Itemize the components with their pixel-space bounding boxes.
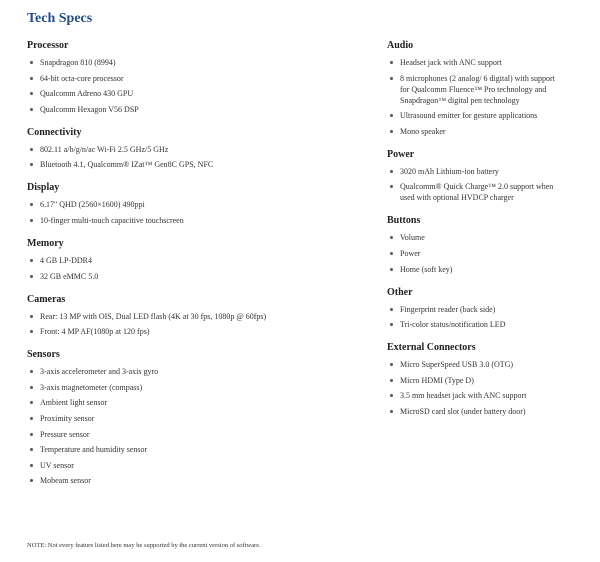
section-audio: [387, 40, 577, 137]
spec-item: Mono speaker: [387, 126, 560, 137]
spec-item: Qualcomm Hexagon V56 DSP: [27, 104, 300, 115]
spec-item: Micro SuperSpeed USB 3.0 (OTG): [387, 359, 560, 370]
spec-item: 32 GB eMMC 5.0: [27, 271, 300, 282]
spec-list: [27, 199, 357, 226]
spec-item: Power: [387, 248, 560, 259]
section-heading: External Connectors: [387, 342, 476, 354]
spec-item: 64-bit octa-core processor: [27, 73, 300, 84]
spec-item: Home (soft key): [387, 264, 560, 275]
section-buttons: [387, 215, 577, 274]
spec-item: Mobeam sensor: [27, 475, 300, 486]
spec-item: 10-finger multi-touch capacitive touchscreen: [27, 215, 300, 226]
spec-item: 4 GB LP-DDR4: [27, 255, 300, 266]
section-other: [387, 287, 577, 331]
section-sensors: [27, 349, 357, 486]
spec-item: Rear: 13 MP with OIS, Dual LED flash (4K at 30 fps, 1080p @ 60fps): [27, 311, 300, 322]
spec-item: Proximity sensor: [27, 413, 300, 424]
spec-item: MicroSD card slot (under battery door): [387, 406, 560, 417]
section-display: [27, 182, 357, 226]
spec-item: Qualcomm® Quick Charge™ 2.0 support when used with optional HVDCP charger: [387, 181, 560, 203]
section-heading: Memory: [27, 237, 64, 249]
section-processor: [27, 40, 357, 115]
spec-list: [387, 232, 577, 274]
spec-item: Temperature and humidity sensor: [27, 444, 300, 455]
spec-item: 3-axis accelerometer and 3-axis gyro: [27, 366, 300, 377]
spec-list: [387, 57, 577, 137]
section-cameras: [27, 294, 357, 338]
spec-item: 6.17" QHD (2560×1600) 490ppi: [27, 199, 300, 210]
section-heading: Buttons: [387, 215, 421, 227]
section-connectivity: [27, 127, 357, 171]
spec-list: [27, 366, 357, 486]
spec-item: 8 microphones (2 analog/ 6 digital) with support for Qualcomm Fluence™ Pro technology and Snapdragon™ digital pen technology: [387, 73, 560, 106]
section-heading: Processor: [27, 40, 69, 51]
spec-list: [27, 255, 357, 282]
spec-item: 3020 mAh Lithium-ion battery: [387, 166, 560, 177]
section-heading: Connectivity: [27, 126, 82, 138]
spec-item: Snapdragon 810 (8994): [27, 57, 300, 68]
spec-item: Ultrasound emitter for gesture applications: [387, 110, 560, 121]
spec-item: Qualcomm Adreno 430 GPU: [27, 88, 300, 99]
spec-item: 802.11 a/b/g/n/ac Wi-Fi 2.5 GHz/5 GHz: [27, 144, 300, 155]
section-memory: [27, 238, 357, 282]
page-title: Tech Specs: [27, 11, 93, 26]
spec-item: Pressure sensor: [27, 429, 300, 440]
spec-list: [27, 311, 357, 338]
section-external-connectors: [387, 342, 577, 417]
section-heading: Audio: [387, 40, 414, 51]
spec-item: Headset jack with ANC support: [387, 57, 560, 68]
spec-item: Bluetooth 4.1, Qualcomm® IZat™ Gen8C GPS, NFC: [27, 159, 300, 170]
spec-list: [27, 144, 357, 171]
section-heading: Cameras: [27, 293, 66, 305]
section-heading: Other: [387, 286, 413, 298]
spec-item: Volume: [387, 232, 560, 243]
section-heading: Sensors: [27, 349, 60, 361]
spec-item: Fingerprint reader (back side): [387, 304, 560, 315]
spec-list: [387, 304, 577, 331]
spec-item: UV sensor: [27, 460, 300, 471]
section-heading: Power: [387, 148, 415, 160]
section-heading: Display: [27, 182, 60, 194]
spec-item: Micro HDMI (Type D): [387, 375, 560, 386]
section-power: [387, 149, 577, 204]
spec-item: 3.5 mm headset jack with ANC support: [387, 390, 560, 401]
spec-item: Front: 4 MP AF(1080p at 120 fps): [27, 326, 300, 337]
spec-item: Ambient light sensor: [27, 397, 300, 408]
spec-list: [387, 359, 577, 417]
spec-item: Tri-color status/notification LED: [387, 319, 560, 330]
right-column: [387, 40, 577, 429]
spec-list: [27, 57, 357, 115]
spec-list: [387, 166, 577, 204]
spec-item: 3-axis magnetometer (compass): [27, 382, 300, 393]
footnote: NOTE: Not every feature listed here may be supported by the current version of software.: [27, 542, 261, 549]
left-column: [27, 40, 357, 498]
